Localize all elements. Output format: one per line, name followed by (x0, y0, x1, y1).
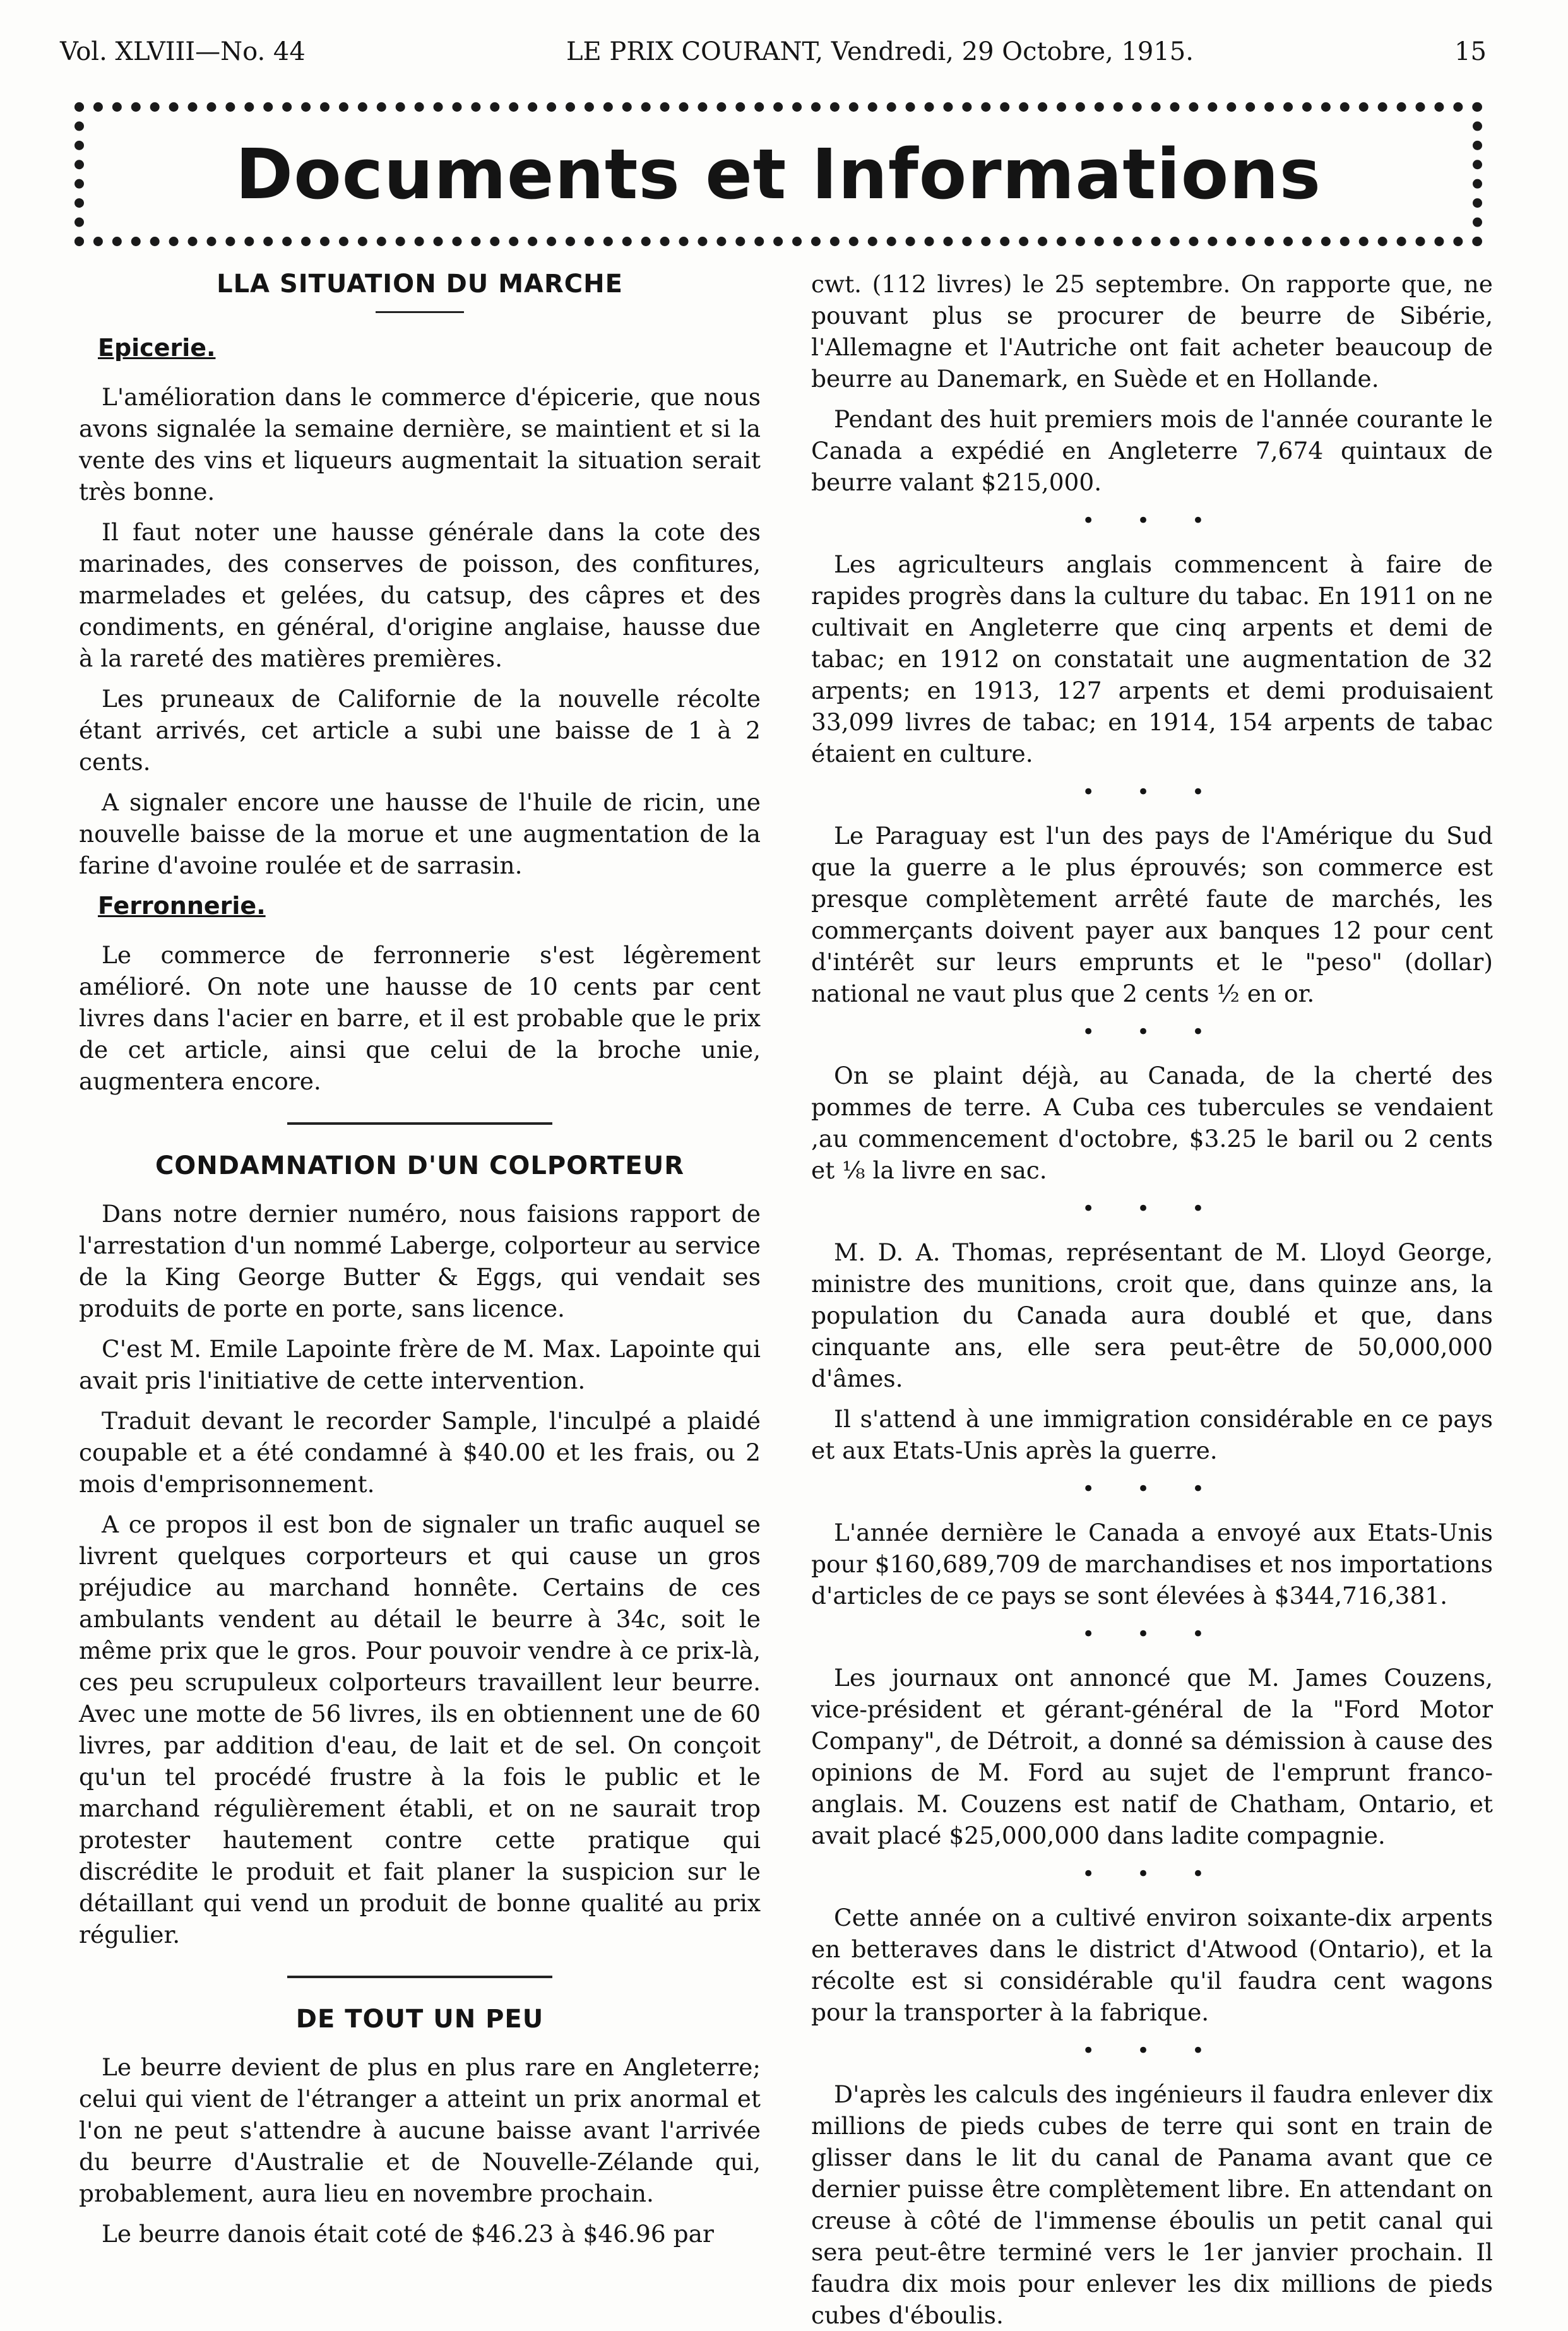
title-rule (376, 311, 464, 313)
section-title: Documents et Informations (235, 134, 1322, 215)
section-divider (287, 1122, 552, 1125)
paragraph: Traduit devant le recorder Sample, l'inculpé a plaidé coupable et a été condamné à $40.00 et les frais, ou 2 mois d'emprisonnement. (79, 1407, 761, 1498)
paragraph: On se plaint déjà, au Canada, de la cherté des pommes de terre. A Cuba ces tubercules se vendaient ,au commencement d'octobre, $3.25 le baril ou 2 cents et ⅛ la livre en sac. (811, 1062, 1493, 1184)
article-title: DE TOUT UN PEU (295, 2005, 544, 2034)
paragraph: Il s'attend à une immigration considérable en ce pays et aux Etats-Unis après la guerre. (811, 1405, 1493, 1464)
article-miscellany (79, 2003, 761, 2250)
bullet-separator: • • • (1082, 1861, 1222, 1887)
section-banner (74, 102, 1482, 246)
paragraph: L'amélioration dans le commerce d'épicerie, que nous avons signalée la semaine dernière, se maintient et si la vente des vins et liqueurs augmentait la situation serait très bonne. (79, 383, 761, 506)
paragraph: cwt. (112 livres) le 25 septembre. On rapporte que, ne pouvant plus se procurer de beurre de Sibérie, l'Allemagne et l'Autriche ont fait acheter beaucoup de beurre au Danemark, en Suède et en Hollande. (811, 270, 1493, 393)
left-column (79, 268, 761, 2248)
running-header (60, 33, 1487, 71)
paragraph: Il faut noter une hausse générale dans la cote des marinades, des conserves de poisson, des confitures, marmelades et gelées, du catsup, des câpres et des condiments, en général, d'origine anglaise, hausse due à la rareté des matières premières. (79, 518, 761, 672)
article-title: LLA SITUATION DU MARCHE (217, 270, 623, 299)
article-title: CONDAMNATION D'UN COLPORTEUR (155, 1151, 685, 1180)
bullet-separator: • • • (1082, 1622, 1222, 1647)
paragraph: C'est M. Emile Lapointe frère de M. Max. Lapointe qui avait pris l'initiative de cette intervention. (79, 1335, 761, 1394)
bullet-separator: • • • (1082, 1476, 1222, 1502)
paragraph: D'après les calculs des ingénieurs il faudra enlever dix millions de pieds cubes de terre qui sont en train de glisser dans le lit du canal de Panama avant que ce dernier puisse être complètement libre. En attendant on creuse à côté de l'immense éboulis un petit canal qui sera peut-être terminé vers le 1er janvier prochain. Il faudra dix mois pour enlever les dix millions de pieds cubes d'éboulis. (811, 2080, 1493, 2329)
page-number: 15 (1454, 37, 1487, 66)
paragraph: A ce propos il est bon de signaler un trafic auquel se livrent quelques corporteurs et qui cause un gros préjudice au marchand honnête. Certains de ces ambulants vendent au détail le beurre à 34c, soit le même prix que le gros. Pour pouvoir vendre à ce prix-là, ces peu scrupuleux colporteurs travaillent leur beurre. Avec une motte de 56 livres, ils en obtiennent une de 60 livres, par addition d'eau, de lait et de sel. On conçoit qu'un tel procédé frustre à la fois le public et le marchand régulièrement établi, et on ne saurait trop protester hautement contre cette pratique qui discrédite le produit et fait planer la suspicion sur le détaillant qui vend un produit de bonne qualité au prix régulier. (79, 1510, 761, 1948)
bullet-separator: • • • (1082, 508, 1222, 533)
volume-number: Vol. XLVIII—No. 44 (60, 37, 306, 66)
paragraph: L'année dernière le Canada a envoyé aux Etats-Unis pour $160,689,709 de marchandises et nos importations d'articles de ce pays se sont élevées à $344,716,381. (811, 1519, 1493, 1610)
subheading-ferronnerie: Ferronnerie. (98, 892, 266, 920)
paragraph: Cette année on a cultivé environ soixante-dix arpents en betteraves dans le district d'Atwood (Ontario), et la récolte est si considérable qu'il faudra cent wagons pour la transporter à la fabrique. (811, 1904, 1493, 2026)
paragraph: Le commerce de ferronnerie s'est légèrement amélioré. On note une hausse de 10 cents par cent livres dans l'acier en barre, et il est probable que le prix de cet article, ainsi que celui de la broche unie, augmentera encore. (79, 941, 761, 1095)
bullet-separator: • • • (1082, 780, 1222, 805)
subheading-epicerie: Epicerie. (98, 334, 216, 362)
section-divider (287, 1976, 552, 1978)
article-market-situation (79, 268, 761, 1097)
bullet-separator: • • • (1082, 1196, 1222, 1221)
publication-dateline: LE PRIX COURANT, Vendredi, 29 Octobre, 1915. (566, 37, 1194, 66)
paragraph: Le Paraguay est l'un des pays de l'Amérique du Sud que la guerre a le plus éprouvés; son commerce est presque complètement arrêté faute de marchés, les commerçants doivent payer aux banques 12 pour cent d'intérêt sur leurs emprunts et le "peso" (dollar) national ne vaut plus que 2 cents ½ en or. (811, 822, 1493, 1007)
paragraph: Le beurre danois était coté de $46.23 à $46.96 par (102, 2220, 714, 2248)
paragraph: Les pruneaux de Californie de la nouvelle récolte étant arrivés, cet article a subi une baisse de 1 à 2 cents. (79, 685, 761, 776)
paragraph: Les agriculteurs anglais commencent à faire de rapides progrès dans la culture du tabac. En 1911 on ne cultivait en Angleterre que cinq arpents et demi de tabac; en 1912 on constatait une augmentation de 32 arpents; en 1913, 127 arpents et demi produisaient 33,099 livres de tabac; en 1914, 154 arpents de tabac étaient en culture. (811, 550, 1493, 768)
paragraph: Les journaux ont annoncé que M. James Couzens, vice-président et gérant-général de la "Ford Motor Company", de Détroit, a donné sa démission à cause des opinions de M. Ford au sujet de l'emprunt franco-anglais. M. Couzens est natif de Chatham, Ontario, et avait placé $25,000,000 dans ladite compagnie. (811, 1664, 1493, 1849)
paragraph: Dans notre dernier numéro, nous faisions rapport de l'arrestation d'un nommé Laberge, colporteur au service de la King George Butter & Eggs, qui vendait ses produits de porte en porte, sans licence. (79, 1200, 761, 1322)
right-column (811, 268, 1493, 2329)
article-colporteur (79, 1150, 761, 1950)
bullet-separator: • • • (1082, 2038, 1222, 2063)
bullet-separator: • • • (1082, 1019, 1222, 1045)
paragraph: Le beurre devient de plus en plus rare en Angleterre; celui qui vient de l'étranger a atteint un prix anormal et l'on ne peut s'attendre à aucune baisse avant l'arrivée du beurre d'Australie et de Nouvelle-Zélande qui, probablement, aura lieu en novembre prochain. (79, 2053, 761, 2207)
paragraph: M. D. A. Thomas, représentant de M. Lloyd George, ministre des munitions, croit que, dans quinze ans, la population du Canada aura doublé et que, dans cinquante ans, elle sera peut-être de 50,000,000 d'âmes. (811, 1238, 1493, 1392)
paragraph: Pendant des huit premiers mois de l'année courante le Canada a expédié en Angleterre 7,674 quintaux de beurre valant $215,000. (811, 405, 1493, 496)
paragraph: A signaler encore une hausse de l'huile de ricin, une nouvelle baisse de la morue et une augmentation de la farine d'avoine roulée et de sarrasin. (79, 788, 761, 879)
